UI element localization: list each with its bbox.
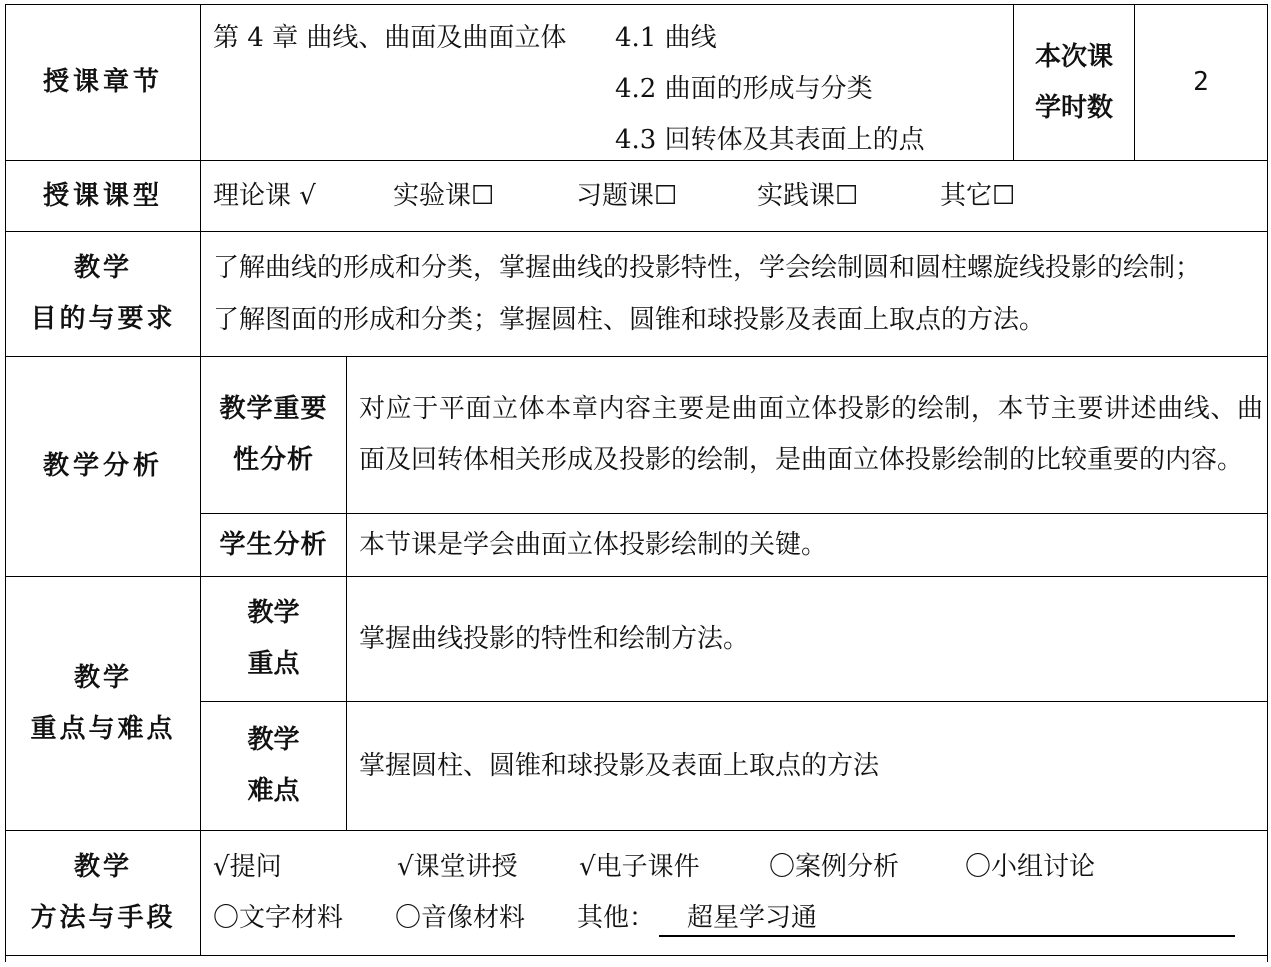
section-4-3: 4.3 回转体及其表面上的点 <box>615 125 925 155</box>
focus-label-line2: 重点 <box>247 649 300 679</box>
method-lecture: √课堂讲授 <box>397 852 518 883</box>
student-analysis-label: 学生分析 <box>201 514 347 577</box>
methods-line1 <box>213 842 1263 893</box>
course-type-lab: 实验课☐ <box>393 180 495 211</box>
method-group-discussion: 〇小组讨论 <box>965 852 1096 883</box>
course-type-practice: 实践课☐ <box>757 180 859 211</box>
course-type-theory: 理论课 √ <box>213 180 316 211</box>
course-type-row <box>6 161 1268 232</box>
continuation-cell <box>6 956 1268 963</box>
course-type-exercise: 习题课☐ <box>576 180 678 211</box>
objectives-row <box>6 232 1268 357</box>
importance-label-line2: 性分析 <box>232 445 314 475</box>
method-slides: √电子课件 <box>579 852 700 883</box>
analysis-importance-row <box>6 357 1268 514</box>
keypoints-label <box>6 577 201 831</box>
importance-text: 对应于平面立体本章内容主要是曲面立体投影的绘制，本节主要讲述曲线、曲面及回转体相关形成及投影的绘制，是曲面立体投影绘制的比较重要的内容。 <box>347 357 1268 514</box>
student-analysis-text: 本节课是学会曲面立体投影绘制的关键。 <box>347 514 1268 577</box>
objectives-label-line2: 目的与要求 <box>30 304 176 334</box>
hours-value: 2 <box>1135 5 1268 161</box>
objectives-label <box>6 232 201 357</box>
chapter-row <box>6 5 1268 161</box>
methods-row <box>6 831 1268 956</box>
importance-label-line1: 教学重要 <box>219 394 328 425</box>
course-type-options <box>201 161 1268 232</box>
method-text-material: 〇文字材料 <box>213 903 344 933</box>
analysis-label: 教学分析 <box>6 357 201 577</box>
difficulty-label-line1: 教学 <box>247 725 300 756</box>
objectives-line1: 了解曲线的形成和分类，掌握曲线的投影特性，学会绘制圆和圆柱螺旋线投影的绘制； <box>213 253 1202 283</box>
method-other-value: 超星学习通 <box>659 902 1235 937</box>
hours-label <box>1014 5 1135 161</box>
difficulty-label <box>201 702 347 831</box>
hours-label-line1: 本次课 <box>1034 41 1113 72</box>
continuation-row <box>6 956 1268 963</box>
course-type-label: 授课课型 <box>6 161 201 232</box>
methods-label <box>6 831 201 956</box>
objectives-label-line1: 教学 <box>73 253 132 284</box>
focus-label <box>201 577 347 702</box>
chapter-content <box>201 5 1014 161</box>
difficulty-label-line2: 难点 <box>247 776 300 806</box>
importance-label <box>201 357 347 514</box>
method-av-material: 〇音像材料 <box>395 903 526 933</box>
chapter-title: 第 4 章 曲线、曲面及曲面立体 <box>213 23 567 53</box>
focus-row <box>6 577 1268 702</box>
difficulty-text: 掌握圆柱、圆锥和球投影及表面上取点的方法 <box>347 702 1268 831</box>
methods-content <box>201 831 1268 956</box>
objectives-line2: 了解图面的形成和分类；掌握圆柱、圆锥和球投影及表面上取点的方法。 <box>213 305 1046 335</box>
method-question: √提问 <box>213 852 282 883</box>
method-other-label: 其他： <box>577 903 656 933</box>
methods-label-line2: 方法与手段 <box>30 903 176 933</box>
focus-text: 掌握曲线投影的特性和绘制方法。 <box>347 577 1268 702</box>
section-4-1: 4.1 曲线 <box>615 23 717 53</box>
objectives-text <box>201 232 1268 357</box>
method-case-study: 〇案例分析 <box>769 852 900 883</box>
focus-label-line1: 教学 <box>247 598 300 629</box>
keypoints-label-line2: 重点与难点 <box>30 713 176 744</box>
methods-label-line1: 教学 <box>73 852 132 883</box>
lesson-plan-table <box>5 4 1268 962</box>
course-type-other: 其它☐ <box>940 180 1016 211</box>
section-4-2: 4.2 曲面的形成与分类 <box>615 74 873 104</box>
keypoints-label-line1: 教学 <box>73 662 132 693</box>
hours-label-line2: 学时数 <box>1034 92 1113 123</box>
methods-line2 <box>213 893 1263 944</box>
chapter-label: 授课章节 <box>6 5 201 161</box>
